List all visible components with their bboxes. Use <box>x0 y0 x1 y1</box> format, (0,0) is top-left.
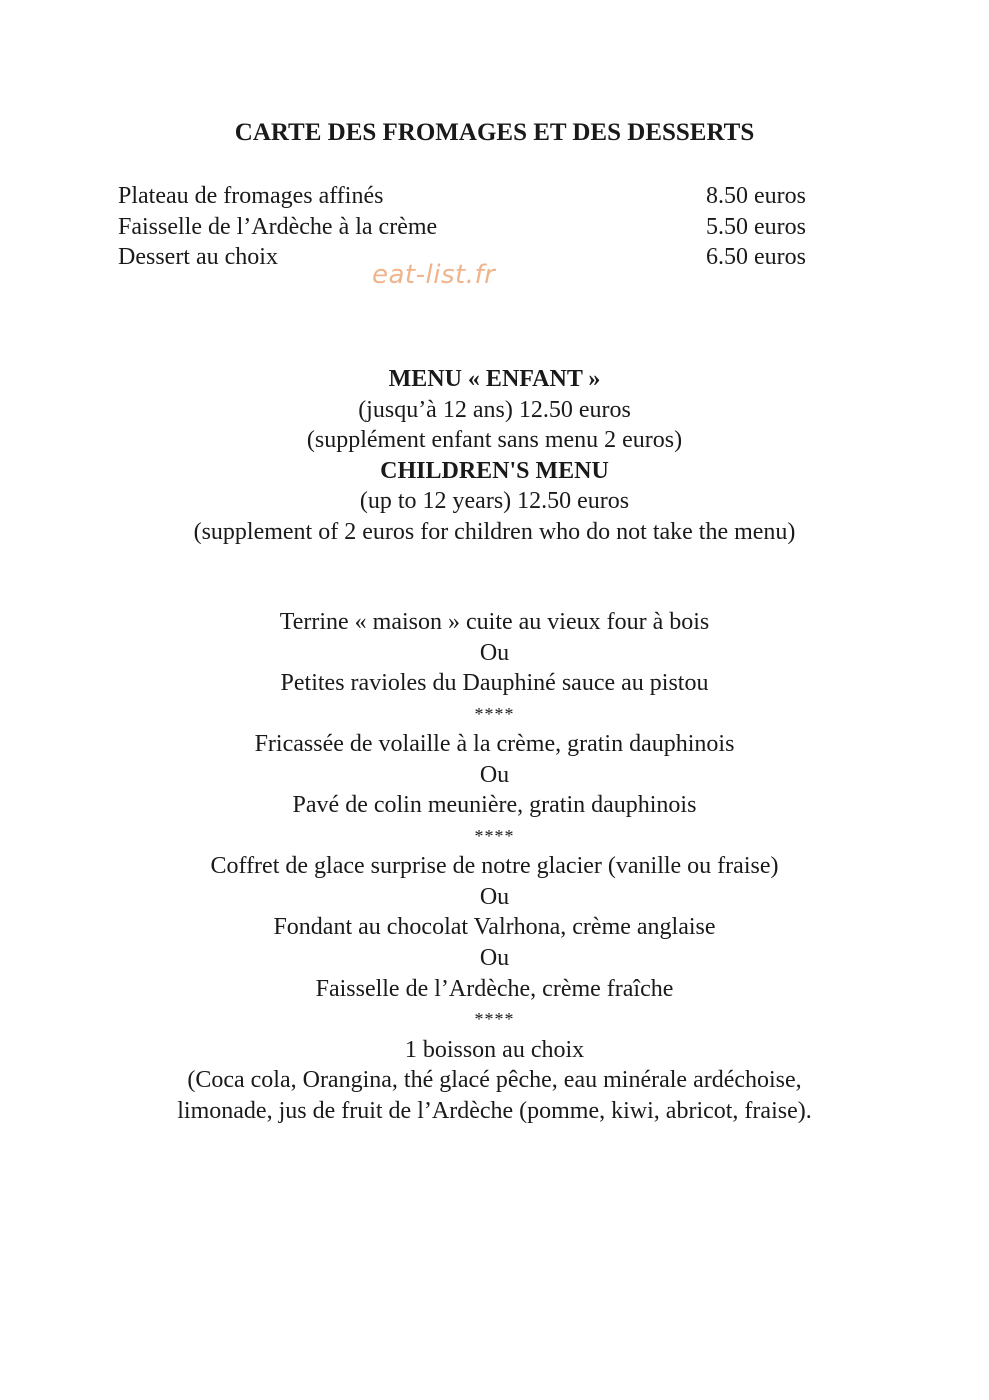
drink-options-line: (Coca cola, Orangina, thé glacé pêche, eau minérale ardéchoise, <box>187 1067 802 1094</box>
item-price: 5.50 euros <box>706 213 806 240</box>
kids-menu-header <box>0 364 989 548</box>
kids-menu-title-en: CHILDREN'S MENU <box>380 457 609 484</box>
item-name: Dessert au choix <box>118 244 278 270</box>
course-line: Petites ravioles du Dauphiné sauce au pistou <box>280 670 709 697</box>
item-name: Faisselle de l’Ardèche à la crème <box>118 213 438 240</box>
or-separator: Ou <box>479 761 510 788</box>
drink-line: 1 boisson au choix <box>404 1036 585 1063</box>
or-separator: Ou <box>479 639 510 666</box>
course-line: Faisselle de l’Ardèche, crème fraîche <box>315 975 674 1002</box>
course-line: Fricassée de volaille à la crème, gratin dauphinois <box>254 731 735 758</box>
price-row <box>118 212 818 243</box>
item-price: 6.50 euros <box>706 244 806 270</box>
kids-menu-title-fr: MENU « ENFANT » <box>388 366 601 392</box>
kids-menu-supplement-en: (supplement of 2 euros for children who do not take the menu) <box>193 518 796 545</box>
course-separator: **** <box>474 1009 515 1030</box>
page-title: CARTE DES FROMAGES ET DES DESSERTS <box>234 119 755 146</box>
course-line: Pavé de colin meunière, gratin dauphinois <box>292 792 697 819</box>
item-price: 8.50 euros <box>706 183 806 209</box>
course-line: Terrine « maison » cuite au vieux four à bois <box>279 609 710 635</box>
or-separator: Ou <box>479 945 510 972</box>
watermark: eat-list.fr <box>372 260 496 290</box>
or-separator: Ou <box>479 883 510 910</box>
kids-menu-price-fr: (jusqu’à 12 ans) 12.50 euros <box>358 396 631 423</box>
course-separator: **** <box>474 703 515 724</box>
course-list <box>0 607 989 1126</box>
drink-options-line: limonade, jus de fruit de l’Ardèche (pomme, kiwi, abricot, fraise). <box>177 1097 812 1124</box>
course-line: Coffret de glace surprise de notre glacier (vanille ou fraise) <box>210 853 779 880</box>
price-row <box>118 181 818 212</box>
kids-menu-price-en: (up to 12 years) 12.50 euros <box>359 488 630 515</box>
course-separator: **** <box>474 825 515 846</box>
kids-menu-supplement-fr: (supplément enfant sans menu 2 euros) <box>306 427 683 454</box>
item-name: Plateau de fromages affinés <box>118 183 384 209</box>
course-line: Fondant au chocolat Valrhona, crème anglaise <box>273 914 716 941</box>
